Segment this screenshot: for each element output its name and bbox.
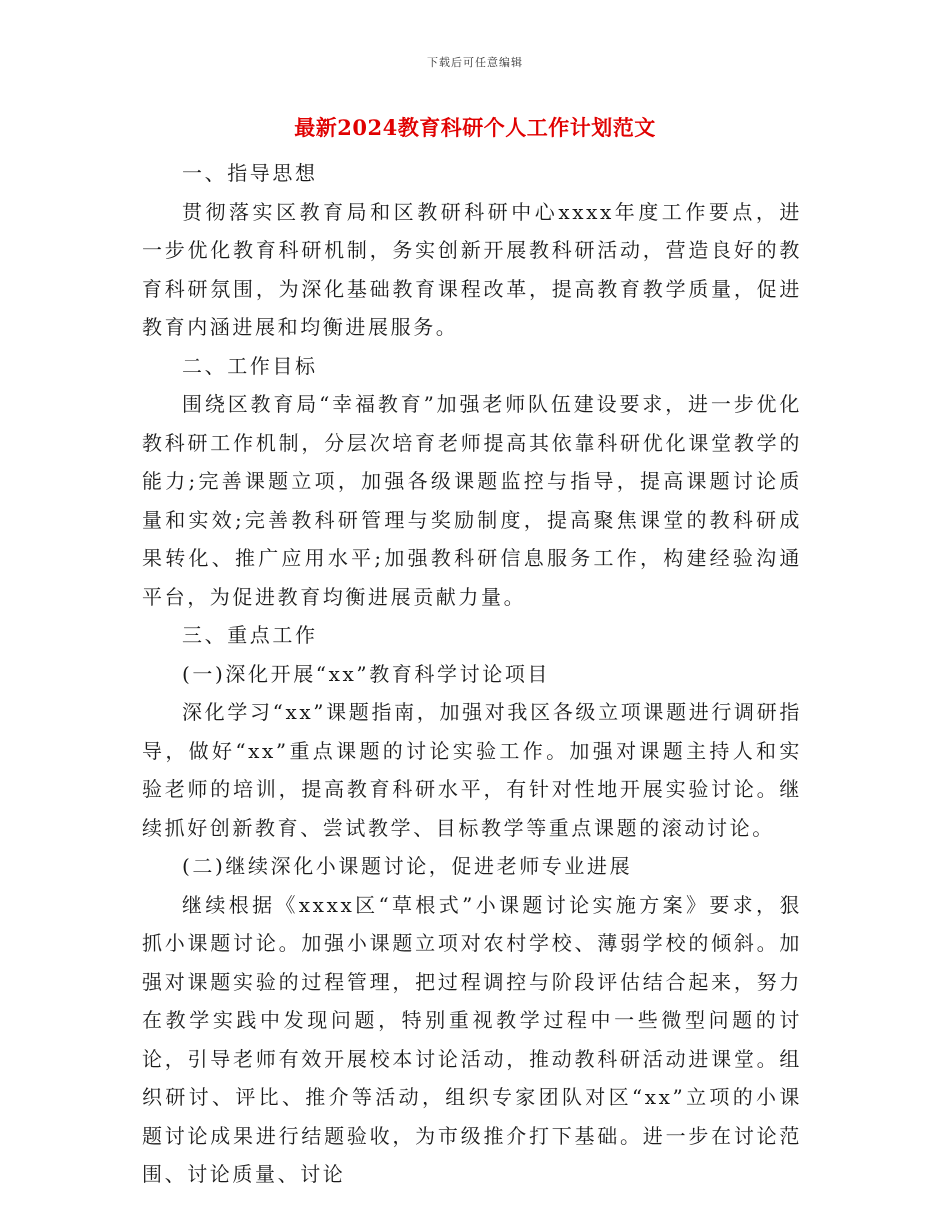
paragraph-project-research: 深化学习“xx”课题指南，加强对我区各级立项课题进行调研指导，做好“xx”重点课题的讨论实验工作。加强对课题主持人和实验老师的培训，提高教育科研水平，有针对性地开展实验讨论。继续抓好创新教育、尝试教学、目标教学等重点课题的滚动讨论。: [142, 700, 802, 840]
document-body: [142, 154, 802, 1194]
section-heading-key-work: 三、重点工作: [182, 623, 318, 647]
section-heading-work-goals: 二、工作目标: [182, 353, 318, 378]
subheading-small-topic-research: (二)继续深化小课题讨论，促进老师专业进展: [182, 854, 633, 878]
header-note: 下载后可任意编辑: [427, 56, 523, 69]
section-heading-guiding-ideology: 一、指导思想: [182, 161, 318, 185]
document-title: 最新2024教育科研个人工作计划范文: [294, 115, 656, 140]
paragraph-small-topic-research: 继续根据《xxxx区“草根式”小课题讨论实施方案》要求，狠抓小课题讨论。加强小课题立项对农村学校、薄弱学校的倾斜。加强对课题实验的过程管理，把过程调控与阶段评估结合起来，努力在教学实践中发现问题，特别重视教学过程中一些微型问题的讨论，引导老师有效开展校本讨论活动，推动教科研活动进课堂。组织研讨、评比、推介等活动，组织专家团队对区“xx”立项的小课题讨论成果进行结题验收，为市级推介打下基础。进一步在讨论范围、讨论质量、讨论: [142, 892, 802, 1186]
subheading-project-research: (一)深化开展“xx”教育科学讨论项目: [182, 661, 551, 686]
paragraph-guiding-ideology: 贯彻落实区教育局和区教研科研中心xxxx年度工作要点，进一步优化教育科研机制，务实创新开展教科研活动，营造良好的教育科研氛围，为深化基础教育课程改革，提高教育教学质量，促进教育内涵进展和均衡进展服务。: [142, 199, 802, 339]
paragraph-work-goals: 围绕区教育局“幸福教育”加强老师队伍建设要求，进一步优化教科研工作机制，分层次培育老师提高其依靠科研优化课堂教学的能力;完善课题立项，加强各级课题监控与指导，提高课题讨论质量和实效;完善教科研管理与奖励制度，提高聚焦课堂的教科研成果转化、推广应用水平;加强教科研信息服务工作，构建经验沟通平台，为促进教育均衡进展贡献力量。: [142, 392, 802, 609]
